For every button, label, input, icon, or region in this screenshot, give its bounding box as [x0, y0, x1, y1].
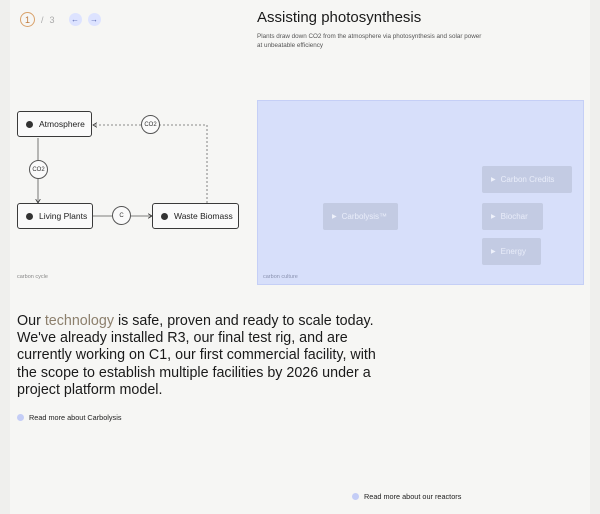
- connector-co2-left: CO2: [29, 160, 48, 179]
- slide-pager: [20, 12, 101, 27]
- intro-after: is safe, proven and ready to scale today. We've already installed R3, our final test rig, and are currently working on C1, our first commercial facility, with the scope to establish multiple facilities by 2026 under a project platform model.: [17, 313, 376, 398]
- connector-c: C: [112, 206, 131, 225]
- intro-before: Our: [17, 313, 45, 329]
- node-atmosphere-label: Atmosphere: [39, 119, 85, 129]
- carbolysis-marker-icon: ▶: [332, 214, 337, 220]
- read-more-reactors-label: Read more about our reactors: [364, 492, 462, 501]
- node-waste-biomass: [152, 203, 239, 229]
- biochar-marker-icon: ▶: [491, 214, 496, 220]
- node-waste-biomass-label: Waste Biomass: [174, 211, 233, 221]
- right-rail: [590, 0, 600, 514]
- pager-total: 3: [49, 14, 55, 25]
- node-living-plants-label: Living Plants: [39, 211, 88, 221]
- atmosphere-dot-icon: [26, 121, 33, 128]
- connector-co2-top: CO2: [141, 115, 160, 134]
- energy-label: Energy: [500, 247, 526, 256]
- carbolysis-label: Carbolysis™: [341, 212, 387, 221]
- node-living-plants: [17, 203, 93, 229]
- waste-biomass-dot-icon: [161, 213, 168, 220]
- carbon-cycle-caption: carbon cycle: [17, 274, 48, 280]
- carbolysis-box: [323, 203, 398, 230]
- read-more-reactors-link[interactable]: [352, 492, 461, 501]
- read-more-carbolysis-label: Read more about Carbolysis: [29, 413, 122, 422]
- technology-link[interactable]: technology: [44, 313, 114, 329]
- bullet-icon: [17, 414, 24, 421]
- carbon-credits-box: [482, 166, 572, 193]
- pager-separator: /: [41, 14, 44, 25]
- page-subtitle: Plants draw down CO2 from the atmosphere via photosynthesis and solar power at unbeatable efficiency: [257, 33, 482, 49]
- carbon-credits-label: Carbon Credits: [500, 175, 555, 184]
- carbon-culture-caption: carbon culture: [263, 274, 298, 280]
- biochar-box: [482, 203, 543, 230]
- node-atmosphere: [17, 111, 92, 137]
- carbon-credits-marker-icon: ▶: [491, 177, 496, 183]
- pager-current[interactable]: 1: [20, 12, 35, 27]
- living-plants-dot-icon: [26, 213, 33, 220]
- left-rail: [0, 0, 10, 514]
- arrow-right-icon[interactable]: →: [88, 13, 101, 26]
- read-more-carbolysis-link[interactable]: [17, 413, 121, 422]
- page-title: Assisting photosynthesis: [257, 9, 422, 26]
- arrow-left-icon[interactable]: ←: [69, 13, 82, 26]
- carbon-culture-panel: [257, 100, 584, 285]
- energy-box: [482, 238, 541, 265]
- return-flow-line: [93, 125, 207, 203]
- intro-paragraph: [17, 313, 387, 399]
- bullet-icon: [352, 493, 359, 500]
- energy-marker-icon: ▶: [491, 249, 496, 255]
- biochar-label: Biochar: [500, 212, 528, 221]
- carbon-cycle-diagram: [10, 100, 254, 286]
